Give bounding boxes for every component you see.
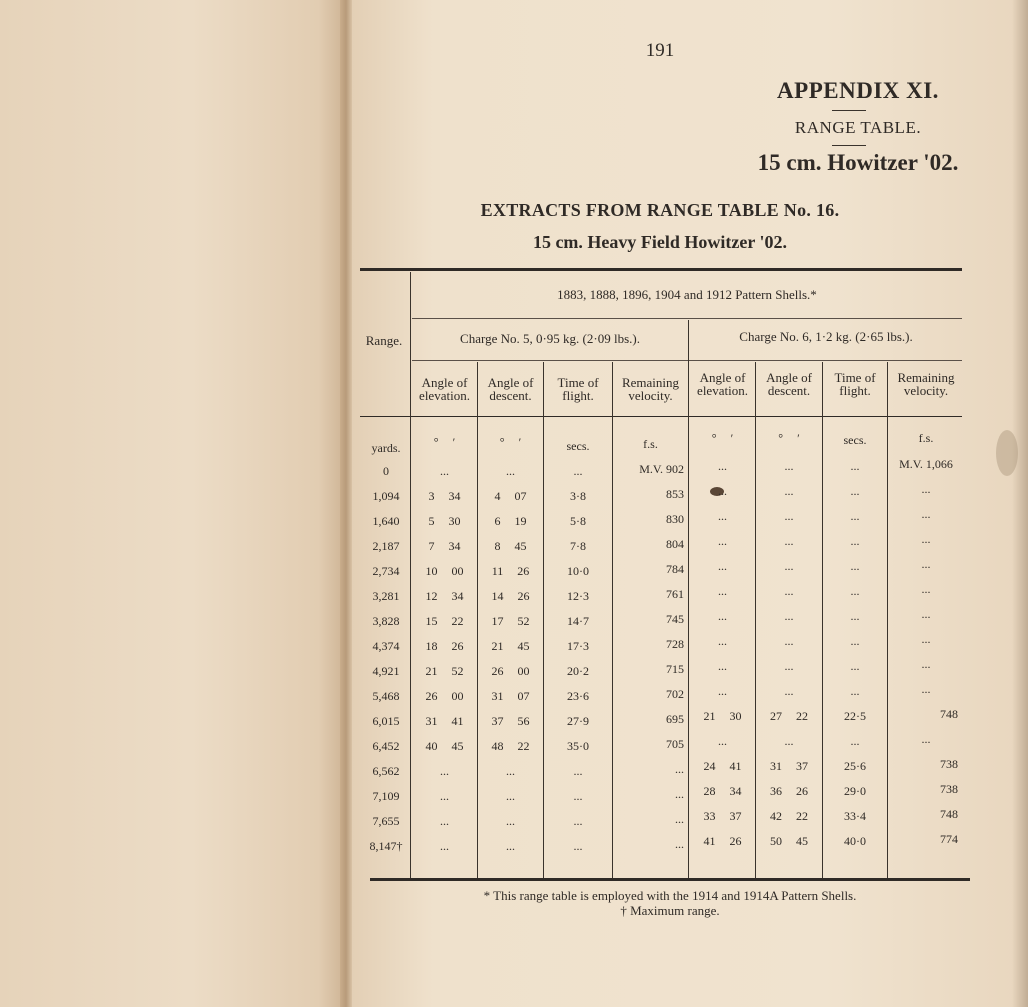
angle-part: 28 bbox=[703, 784, 716, 798]
range-value: 8,147† bbox=[369, 839, 403, 853]
time-of-flight-charge5: 20·2 bbox=[567, 664, 589, 678]
angle-part: 56 bbox=[517, 714, 530, 728]
range-value: 4,374 bbox=[372, 639, 400, 653]
elevation-charge5 bbox=[412, 765, 477, 778]
time-of-flight-charge5: ... bbox=[573, 839, 583, 853]
time-of-flight-charge5: 7·8 bbox=[570, 539, 586, 553]
col-header-elev-charge6: elevation. bbox=[697, 383, 748, 398]
units-range: yards. bbox=[371, 441, 401, 455]
time-of-flight-charge5: ... bbox=[573, 814, 583, 828]
angle-part: 21 bbox=[491, 639, 504, 653]
time-of-flight-charge5: ... bbox=[573, 464, 583, 478]
velocity-charge6: 738 bbox=[940, 782, 958, 796]
angle-part: ... bbox=[506, 814, 515, 828]
descent-charge5 bbox=[478, 715, 543, 728]
angle-part: ... bbox=[506, 764, 515, 778]
angle-part: 30 bbox=[729, 709, 742, 723]
angle-part: 37 bbox=[729, 809, 742, 823]
gun-heading: 15 cm. Howitzer '02. bbox=[757, 150, 959, 175]
angle-part: 00 bbox=[451, 689, 464, 703]
elevation-charge6 bbox=[690, 610, 755, 623]
elevation-charge5 bbox=[412, 715, 477, 728]
angle-part: ... bbox=[440, 814, 449, 828]
descent-charge5 bbox=[478, 690, 543, 703]
range-value: 1,640 bbox=[372, 514, 400, 528]
descent-charge5 bbox=[478, 815, 543, 828]
elevation-charge5 bbox=[412, 540, 477, 553]
col-header-vel-charge5: velocity. bbox=[628, 388, 673, 403]
velocity-charge5: 745 bbox=[666, 612, 684, 626]
angle-part: 31 bbox=[491, 689, 504, 703]
angle-part: ... bbox=[506, 839, 515, 853]
unit-min: ′ bbox=[452, 435, 456, 449]
angle-part: 34 bbox=[729, 784, 742, 798]
angle-part: 3 bbox=[428, 489, 435, 503]
time-of-flight-charge5: 3·8 bbox=[570, 489, 586, 503]
angle-part: 21 bbox=[703, 709, 716, 723]
angle-part: 4 bbox=[494, 489, 501, 503]
angle-part: 52 bbox=[451, 664, 464, 678]
time-of-flight-charge6: ... bbox=[850, 484, 860, 498]
page-edge-shadow bbox=[1012, 0, 1028, 1007]
elevation-charge6 bbox=[690, 585, 755, 598]
angle-part: ... bbox=[718, 459, 727, 473]
elevation-charge6 bbox=[690, 635, 755, 648]
descent-charge6 bbox=[756, 810, 822, 823]
angle-part: 27 bbox=[770, 709, 782, 723]
heading-rule bbox=[832, 145, 866, 146]
velocity-charge5: 853 bbox=[666, 487, 684, 501]
time-of-flight-charge6: ... bbox=[850, 659, 860, 673]
angle-part: ... bbox=[784, 584, 794, 598]
elevation-charge6 bbox=[690, 460, 755, 473]
velocity-charge5: ... bbox=[675, 812, 684, 826]
elevation-charge6 bbox=[690, 835, 755, 848]
time-of-flight-charge6: 33·4 bbox=[844, 809, 866, 823]
time-of-flight-charge5: 5·8 bbox=[570, 514, 586, 528]
angle-part: ... bbox=[784, 734, 794, 748]
descent-charge6 bbox=[756, 685, 822, 698]
range-value: 7,655 bbox=[372, 814, 400, 828]
angle-part: 34 bbox=[448, 539, 461, 553]
elevation-charge5 bbox=[412, 590, 477, 603]
angle-part: 22 bbox=[796, 709, 808, 723]
time-of-flight-charge6: 40·0 bbox=[844, 834, 866, 848]
time-of-flight-charge5: 14·7 bbox=[567, 614, 589, 628]
angle-part: 22 bbox=[451, 614, 464, 628]
descent-charge5 bbox=[478, 640, 543, 653]
velocity-charge5: 702 bbox=[666, 687, 684, 701]
footnote-pattern-shells: * This range table is employed with the 1914 and 1914A Pattern Shells. bbox=[483, 888, 857, 903]
descent-charge6 bbox=[756, 760, 822, 773]
descent-charge5 bbox=[478, 590, 543, 603]
velocity-charge5: 715 bbox=[666, 662, 684, 676]
time-of-flight-charge6: ... bbox=[850, 734, 860, 748]
velocity-charge6: ... bbox=[921, 607, 931, 621]
charge-rule bbox=[412, 360, 962, 361]
time-of-flight-charge6: ... bbox=[850, 534, 860, 548]
units-elev-charge6 bbox=[690, 432, 755, 445]
velocity-charge6: 738 bbox=[940, 757, 958, 771]
velocity-charge6: 748 bbox=[940, 807, 958, 821]
time-of-flight-charge6: ... bbox=[850, 584, 860, 598]
velocity-charge5: 695 bbox=[666, 712, 684, 726]
velocity-charge6: M.V. 1,066 bbox=[899, 457, 953, 471]
angle-part: ... bbox=[718, 609, 727, 623]
shells-rule bbox=[412, 318, 962, 319]
velocity-charge6: ... bbox=[921, 482, 931, 496]
descent-charge5 bbox=[478, 540, 543, 553]
angle-part: 40 bbox=[425, 739, 438, 753]
angle-part: 22 bbox=[517, 739, 530, 753]
time-of-flight-charge5: ... bbox=[573, 789, 583, 803]
col-header-time-charge5: Time of bbox=[557, 375, 599, 390]
angle-part: 6 bbox=[494, 514, 501, 528]
range-table-heading: RANGE TABLE. bbox=[794, 118, 922, 137]
time-of-flight-charge6: ... bbox=[850, 684, 860, 698]
elevation-charge6 bbox=[690, 660, 755, 673]
range-header: Range. bbox=[365, 333, 403, 348]
descent-charge5 bbox=[478, 490, 543, 503]
angle-part: ... bbox=[718, 734, 727, 748]
angle-part: ... bbox=[784, 634, 794, 648]
angle-part: 41 bbox=[729, 759, 742, 773]
angle-part: 12 bbox=[425, 589, 438, 603]
stain-mark bbox=[996, 430, 1018, 476]
angle-part: 26 bbox=[491, 664, 504, 678]
descent-charge6 bbox=[756, 485, 822, 498]
velocity-charge5: 784 bbox=[666, 562, 684, 576]
angle-part: 45 bbox=[514, 539, 527, 553]
angle-part: 19 bbox=[514, 514, 527, 528]
col-header-desc-charge6: descent. bbox=[767, 383, 811, 398]
angle-part: ... bbox=[784, 609, 794, 623]
units-time-charge6: secs. bbox=[843, 433, 867, 447]
units-time-charge5: secs. bbox=[566, 439, 590, 453]
angle-part: 42 bbox=[770, 809, 782, 823]
angle-part: ... bbox=[440, 464, 449, 478]
velocity-charge6: ... bbox=[921, 657, 931, 671]
shells-header: 1883, 1888, 1896, 1904 and 1912 Pattern Shells.* bbox=[557, 287, 817, 302]
descent-charge6 bbox=[756, 510, 822, 523]
velocity-charge6: ... bbox=[921, 532, 931, 546]
time-of-flight-charge5: 23·6 bbox=[567, 689, 589, 703]
elevation-charge6 bbox=[690, 785, 755, 798]
time-of-flight-charge5: 10·0 bbox=[567, 564, 589, 578]
velocity-charge6: ... bbox=[921, 732, 931, 746]
col-header-elev-charge6: Angle of bbox=[699, 370, 746, 385]
descent-charge6 bbox=[756, 835, 822, 848]
unit-deg: ° bbox=[433, 435, 439, 449]
velocity-charge5: ... bbox=[675, 837, 684, 851]
table-bottom-rule bbox=[370, 878, 970, 881]
left-page bbox=[0, 0, 346, 1007]
angle-part: 14 bbox=[491, 589, 504, 603]
angle-part: 07 bbox=[514, 489, 527, 503]
descent-charge6 bbox=[756, 610, 822, 623]
angle-part: 10 bbox=[425, 564, 438, 578]
table-subtitle: 15 cm. Heavy Field Howitzer '02. bbox=[532, 232, 788, 252]
elevation-charge6 bbox=[690, 535, 755, 548]
angle-part: 37 bbox=[796, 759, 808, 773]
velocity-charge5: 761 bbox=[666, 587, 684, 601]
angle-part: 41 bbox=[451, 714, 464, 728]
unit-min: ′ bbox=[518, 435, 522, 449]
col-header-desc-charge5: Angle of bbox=[487, 375, 534, 390]
angle-part: ... bbox=[784, 534, 794, 548]
time-of-flight-charge5: ... bbox=[573, 764, 583, 778]
angle-part: 50 bbox=[770, 834, 782, 848]
time-of-flight-charge5: 35·0 bbox=[567, 739, 589, 753]
angle-part: 15 bbox=[425, 614, 438, 628]
descent-charge5 bbox=[478, 465, 543, 478]
elevation-charge5 bbox=[412, 790, 477, 803]
angle-part: ... bbox=[718, 559, 727, 573]
elevation-charge6 bbox=[690, 485, 755, 498]
time-of-flight-charge5: 27·9 bbox=[567, 714, 589, 728]
angle-part: ... bbox=[718, 634, 727, 648]
angle-part: 52 bbox=[517, 614, 530, 628]
angle-part: 26 bbox=[517, 589, 530, 603]
angle-part: 31 bbox=[425, 714, 438, 728]
col-header-vel-charge5: Remaining bbox=[621, 375, 680, 390]
extracts-heading: EXTRACTS FROM RANGE TABLE No. 16. bbox=[480, 200, 840, 220]
descent-charge6 bbox=[756, 585, 822, 598]
descent-charge5 bbox=[478, 740, 543, 753]
descent-charge6 bbox=[756, 560, 822, 573]
angle-part: 18 bbox=[425, 639, 438, 653]
range-value: 6,452 bbox=[372, 739, 400, 753]
elevation-charge5 bbox=[412, 640, 477, 653]
angle-part: ... bbox=[784, 559, 794, 573]
angle-part: 34 bbox=[448, 489, 461, 503]
elevation-charge6 bbox=[690, 810, 755, 823]
descent-charge5 bbox=[478, 765, 543, 778]
col-header-time-charge5: flight. bbox=[562, 388, 594, 403]
time-of-flight-charge6: ... bbox=[850, 609, 860, 623]
angle-part: 45 bbox=[517, 639, 530, 653]
angle-part: 45 bbox=[451, 739, 464, 753]
page-number: 191 bbox=[645, 40, 675, 61]
velocity-charge5: 728 bbox=[666, 637, 684, 651]
angle-part: ... bbox=[784, 459, 794, 473]
time-of-flight-charge5: 12·3 bbox=[567, 589, 589, 603]
heading-rule bbox=[832, 110, 866, 111]
velocity-charge6: ... bbox=[921, 507, 931, 521]
elevation-charge5 bbox=[412, 690, 477, 703]
col-header-elev-charge5: Angle of bbox=[421, 375, 468, 390]
elevation-charge6 bbox=[690, 735, 755, 748]
angle-part: ... bbox=[718, 684, 727, 698]
descent-charge6 bbox=[756, 735, 822, 748]
time-of-flight-charge6: 25·6 bbox=[844, 759, 866, 773]
velocity-charge6: ... bbox=[921, 682, 931, 696]
units-desc-charge5 bbox=[478, 436, 543, 449]
angle-part: 26 bbox=[796, 784, 808, 798]
elevation-charge5 bbox=[412, 565, 477, 578]
angle-part: 07 bbox=[517, 689, 530, 703]
angle-part: ... bbox=[718, 659, 727, 673]
unit-deg: ° bbox=[711, 431, 717, 445]
angle-part: 7 bbox=[428, 539, 435, 553]
velocity-charge5: ... bbox=[675, 762, 684, 776]
col-header-vel-charge6: velocity. bbox=[903, 383, 949, 398]
angle-part: 37 bbox=[491, 714, 504, 728]
col-header-time-charge6: flight. bbox=[839, 383, 871, 398]
units-desc-charge6 bbox=[756, 432, 822, 445]
angle-part: 8 bbox=[494, 539, 501, 553]
angle-part: 34 bbox=[451, 589, 464, 603]
velocity-charge5: 705 bbox=[666, 737, 684, 751]
angle-part: 21 bbox=[425, 664, 438, 678]
angle-part: ... bbox=[506, 789, 515, 803]
angle-part: 30 bbox=[448, 514, 461, 528]
velocity-charge6: 774 bbox=[940, 832, 958, 846]
descent-charge6 bbox=[756, 660, 822, 673]
range-value: 6,015 bbox=[372, 714, 400, 728]
angle-part: 36 bbox=[770, 784, 782, 798]
angle-part: 00 bbox=[451, 564, 464, 578]
velocity-charge5: 830 bbox=[666, 512, 684, 526]
angle-part: ... bbox=[506, 464, 515, 478]
footnote-maximum-range: † Maximum range. bbox=[620, 903, 720, 918]
velocity-charge6: 748 bbox=[940, 707, 958, 721]
range-value: 1,094 bbox=[372, 489, 400, 503]
unit-min: ′ bbox=[797, 431, 800, 445]
range-value: 5,468 bbox=[372, 689, 400, 703]
angle-part: 41 bbox=[703, 834, 716, 848]
range-value: 2,187 bbox=[372, 539, 400, 553]
elevation-charge5 bbox=[412, 815, 477, 828]
unit-deg: ° bbox=[499, 435, 505, 449]
angle-part: 45 bbox=[796, 834, 808, 848]
angle-part: 48 bbox=[491, 739, 504, 753]
angle-part: ... bbox=[440, 764, 449, 778]
elevation-charge6 bbox=[690, 710, 755, 723]
elevation-charge5 bbox=[412, 740, 477, 753]
angle-part: ... bbox=[718, 584, 727, 598]
col-header-desc-charge6: Angle of bbox=[766, 370, 812, 385]
time-of-flight-charge6: ... bbox=[850, 559, 860, 573]
angle-part: 11 bbox=[491, 564, 504, 578]
angle-part: 22 bbox=[796, 809, 808, 823]
range-value: 0 bbox=[383, 464, 389, 478]
elevation-charge5 bbox=[412, 465, 477, 478]
angle-part: 00 bbox=[517, 664, 530, 678]
velocity-charge5: M.V. 902 bbox=[639, 462, 684, 476]
angle-part: 26 bbox=[517, 564, 530, 578]
elevation-charge5 bbox=[412, 515, 477, 528]
angle-part: 33 bbox=[703, 809, 716, 823]
time-of-flight-charge5: 17·3 bbox=[567, 639, 589, 653]
angle-part: 17 bbox=[491, 614, 504, 628]
angle-part: ... bbox=[784, 509, 794, 523]
angle-part: ... bbox=[440, 839, 449, 853]
units-vel-charge5: f.s. bbox=[643, 437, 658, 451]
angle-part: 24 bbox=[703, 759, 716, 773]
time-of-flight-charge6: 29·0 bbox=[844, 784, 866, 798]
range-value: 2,734 bbox=[372, 564, 400, 578]
units-elev-charge5 bbox=[412, 436, 477, 449]
col-header-desc-charge5: descent. bbox=[489, 388, 532, 403]
angle-part: ... bbox=[718, 509, 727, 523]
charge6-header: Charge No. 6, 1·2 kg. (2·65 lbs.). bbox=[739, 329, 913, 344]
angle-part: ... bbox=[784, 684, 794, 698]
range-value: 7,109 bbox=[372, 789, 400, 803]
table-top-rule bbox=[360, 268, 962, 271]
descent-charge5 bbox=[478, 790, 543, 803]
elevation-charge5 bbox=[412, 490, 477, 503]
range-value: 3,828 bbox=[372, 614, 400, 628]
unit-min: ′ bbox=[730, 431, 734, 445]
time-of-flight-charge6: ... bbox=[850, 509, 860, 523]
header-bottom-rule bbox=[360, 416, 962, 417]
angle-part: ... bbox=[784, 659, 794, 673]
time-of-flight-charge6: ... bbox=[850, 459, 860, 473]
descent-charge6 bbox=[756, 535, 822, 548]
angle-part: 5 bbox=[428, 514, 435, 528]
col-header-elev-charge5: elevation. bbox=[419, 388, 470, 403]
descent-charge6 bbox=[756, 710, 822, 723]
elevation-charge6 bbox=[690, 760, 755, 773]
descent-charge5 bbox=[478, 840, 543, 853]
unit-deg: ° bbox=[778, 431, 784, 445]
charge-divider bbox=[688, 320, 689, 878]
descent-charge5 bbox=[478, 565, 543, 578]
elevation-charge6 bbox=[690, 510, 755, 523]
velocity-charge5: 804 bbox=[666, 537, 684, 551]
range-value: 3,281 bbox=[372, 589, 400, 603]
range-value: 4,921 bbox=[372, 664, 400, 678]
angle-part: 26 bbox=[729, 834, 742, 848]
angle-part: 26 bbox=[425, 689, 438, 703]
elevation-charge5 bbox=[412, 615, 477, 628]
book-gutter bbox=[340, 0, 352, 1007]
units-vel-charge6: f.s. bbox=[918, 431, 934, 445]
time-of-flight-charge6: 22·5 bbox=[844, 709, 866, 723]
descent-charge5 bbox=[478, 515, 543, 528]
charge5-header: Charge No. 5, 0·95 kg. (2·09 lbs.). bbox=[460, 331, 640, 346]
descent-charge5 bbox=[478, 665, 543, 678]
time-of-flight-charge6: ... bbox=[850, 634, 860, 648]
descent-charge6 bbox=[756, 460, 822, 473]
range-value: 6,562 bbox=[372, 764, 400, 778]
angle-part: ... bbox=[440, 789, 449, 803]
descent-charge6 bbox=[756, 785, 822, 798]
elevation-charge5 bbox=[412, 665, 477, 678]
angle-part: ... bbox=[718, 534, 727, 548]
angle-part: ... bbox=[784, 484, 794, 498]
col-header-time-charge6: Time of bbox=[834, 370, 876, 385]
col-header-vel-charge6: Remaining bbox=[897, 370, 955, 385]
angle-part: 31 bbox=[770, 759, 782, 773]
elevation-charge5 bbox=[412, 840, 477, 853]
elevation-charge6 bbox=[690, 560, 755, 573]
angle-part: ... bbox=[718, 484, 727, 498]
velocity-charge5: ... bbox=[675, 787, 684, 801]
elevation-charge6 bbox=[690, 685, 755, 698]
descent-charge5 bbox=[478, 615, 543, 628]
angle-part: 26 bbox=[451, 639, 464, 653]
velocity-charge6: ... bbox=[921, 582, 931, 596]
velocity-charge6: ... bbox=[921, 557, 931, 571]
velocity-charge6: ... bbox=[921, 632, 931, 646]
descent-charge6 bbox=[756, 635, 822, 648]
appendix-heading: APPENDIX XI. bbox=[777, 78, 939, 103]
